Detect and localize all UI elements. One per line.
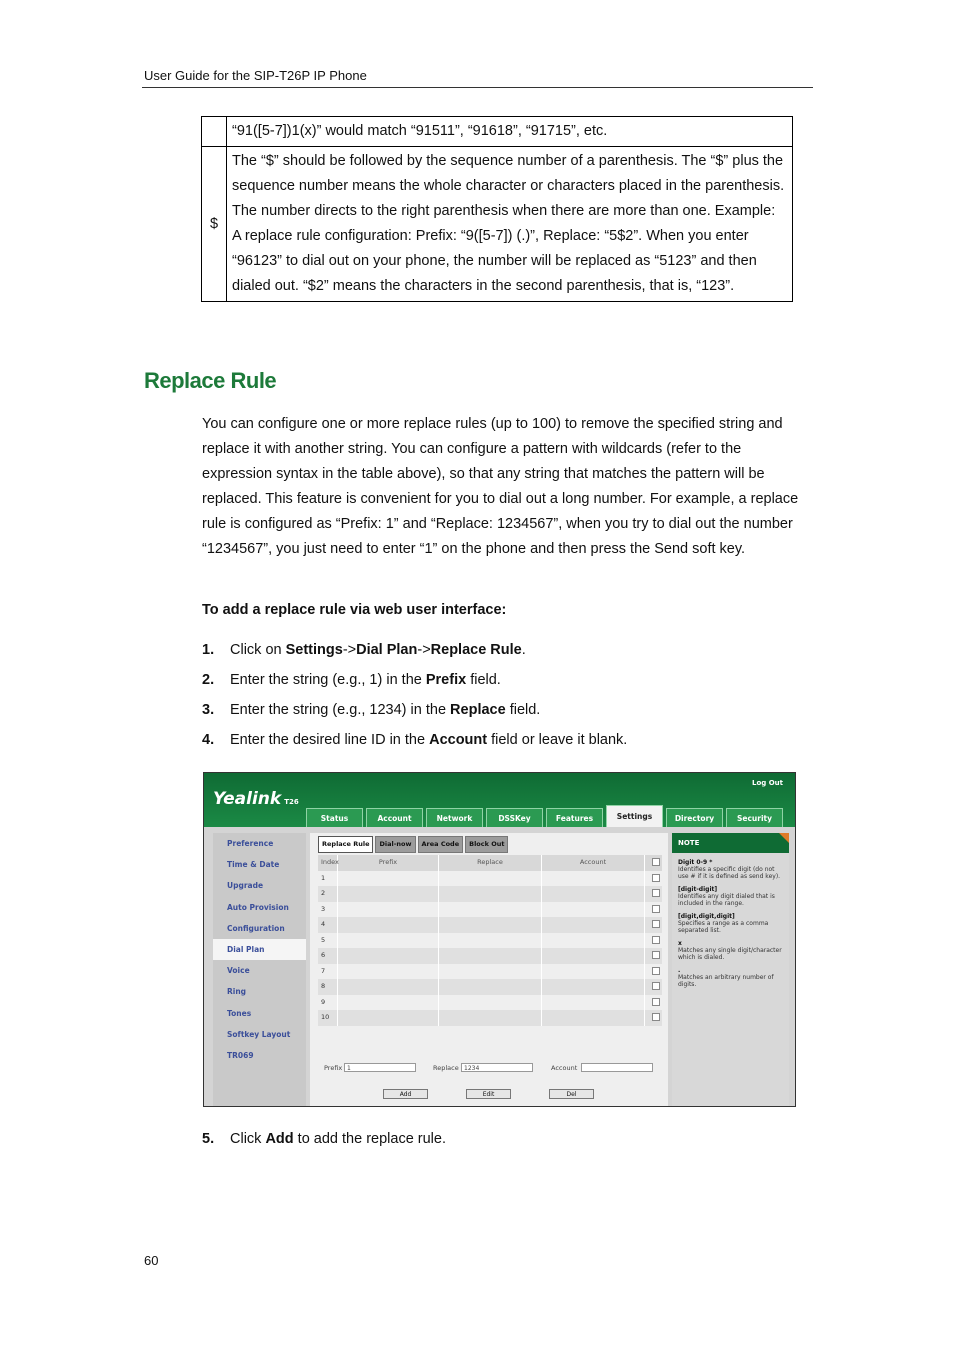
tab-dsskey[interactable]: DSSKey: [486, 808, 543, 827]
note-key: [digit,digit,digit]: [678, 913, 735, 920]
row-account: [542, 871, 645, 887]
note-key: [digit-digit]: [678, 886, 718, 893]
row-select-cell: [645, 964, 662, 980]
tab-network[interactable]: Network: [426, 808, 483, 827]
replace-rule-table: [318, 855, 662, 1026]
table-row[interactable]: [318, 948, 662, 964]
edit-button[interactable]: Edit: [466, 1089, 511, 1099]
column-header-replace: Replace: [439, 855, 542, 871]
sidebar-item-ring[interactable]: Ring: [227, 987, 247, 997]
row-replace: [439, 1010, 542, 1026]
procedure-title: To add a replace rule via web user interface:: [202, 602, 507, 618]
row-account: [542, 886, 645, 902]
row-select-cell: [645, 995, 662, 1011]
replace-label: Replace: [433, 1064, 459, 1072]
sidebar-item-voice[interactable]: Voice: [227, 966, 250, 976]
step-text: Click on: [230, 642, 286, 658]
ui-term: Replace: [450, 702, 506, 718]
sidebar-item-preference[interactable]: Preference: [227, 839, 274, 848]
tab-status[interactable]: Status: [306, 808, 363, 827]
note-text: Matches an arbitrary number of digits.: [678, 974, 774, 988]
note-header: [672, 833, 789, 853]
row-account: [542, 1010, 645, 1026]
table-row: [202, 147, 793, 302]
step-text: ->: [342, 642, 357, 658]
row-select-cell: [645, 871, 662, 887]
row-replace: [439, 979, 542, 995]
row-select-cell: [645, 902, 662, 918]
step-number: 3.: [202, 702, 215, 718]
row-index: 2: [318, 886, 338, 902]
ui-term: Replace Rule: [430, 642, 522, 658]
header-divider: [142, 87, 813, 88]
row-prefix: [338, 871, 439, 887]
tab-security[interactable]: Security: [726, 808, 783, 827]
row-checkbox[interactable]: [652, 920, 660, 928]
row-index: 8: [318, 979, 338, 995]
subtab-block-out[interactable]: Block Out: [465, 836, 508, 853]
running-header: User Guide for the SIP-T26P IP Phone: [144, 68, 367, 83]
dial-plan-subtabs: [318, 836, 508, 853]
ui-term: Account: [429, 732, 488, 748]
table-row[interactable]: [318, 979, 662, 995]
note-text: Matches any single digit/character which is dialed.: [678, 947, 782, 961]
row-prefix: [338, 902, 439, 918]
row-checkbox[interactable]: [652, 951, 660, 959]
row-replace: [439, 917, 542, 933]
row-checkbox[interactable]: [652, 889, 660, 897]
logo-text: Yealink: [213, 789, 282, 809]
step-number: 5.: [202, 1131, 215, 1147]
top-bar: [204, 773, 795, 827]
subtab-area-code[interactable]: Area Code: [418, 836, 464, 853]
row-replace: [439, 886, 542, 902]
page-number: 60: [144, 1253, 159, 1268]
ui-term: Prefix: [425, 672, 467, 688]
row-prefix: [338, 964, 439, 980]
tab-features[interactable]: Features: [546, 808, 603, 827]
account-select[interactable]: [581, 1063, 653, 1072]
row-account: [542, 917, 645, 933]
row-checkbox[interactable]: [652, 998, 660, 1006]
row-replace: [439, 902, 542, 918]
sidebar-item-dial-plan[interactable]: Dial Plan: [213, 939, 306, 960]
row-select-cell: [645, 933, 662, 949]
step-4: [202, 729, 627, 751]
step-number: 4.: [202, 732, 215, 748]
row-prefix: [338, 995, 439, 1011]
web-ui-screenshot: [203, 772, 796, 1107]
table-row[interactable]: [318, 995, 662, 1011]
account-label: Account: [551, 1064, 578, 1072]
description-cell: The “$” should be followed by the sequence number of a parenthesis. The “$” plus the sequence number means the whole character or characters placed in the parenthesis. The number directs to the right parenthesis when there are more than one. Example: A replace rule configuration: Prefix: “9([5-7]) (.)”, Replace: “5$2”. When you enter “96123” to dial out on your phone, the number will be replaced as “5123” and then dialed out. “$2” means the characters in the second parenthesis, that is, “123”.: [227, 147, 793, 302]
row-replace: [439, 871, 542, 887]
row-index: 4: [318, 917, 338, 933]
row-select-cell: [645, 917, 662, 933]
column-header-prefix: Prefix: [338, 855, 439, 871]
step-2: [202, 669, 501, 691]
tab-directory[interactable]: Directory: [666, 808, 723, 827]
row-account: [542, 995, 645, 1011]
settings-sidebar: [213, 833, 306, 1106]
tab-settings[interactable]: Settings: [606, 805, 663, 827]
table-row[interactable]: [318, 902, 662, 918]
note-text: Identifies any digit dialed that is included in the range.: [678, 893, 775, 907]
table-header: [318, 855, 662, 871]
step-text: .: [521, 642, 526, 658]
subtab-dial-now[interactable]: Dial-now: [375, 836, 415, 853]
row-index: 5: [318, 933, 338, 949]
row-index: 9: [318, 995, 338, 1011]
row-prefix: [338, 979, 439, 995]
row-prefix: [338, 933, 439, 949]
table-row: [202, 117, 793, 147]
table-row[interactable]: [318, 886, 662, 902]
row-index: 1: [318, 871, 338, 887]
note-key: x: [678, 940, 682, 947]
sidebar-item-upgrade[interactable]: Upgrade: [227, 881, 264, 891]
sidebar-item-auto-provision[interactable]: Auto Provision: [227, 902, 289, 912]
step-number: 1.: [202, 642, 215, 658]
sidebar-item-tones[interactable]: Tones: [227, 1008, 252, 1018]
row-checkbox[interactable]: [652, 874, 660, 882]
row-replace: [439, 995, 542, 1011]
sidebar-item-configuration[interactable]: Configuration: [227, 923, 285, 933]
ui-term: Add: [265, 1131, 294, 1147]
description-cell: “91([5-7])1(x)” would match “91511”, “91618”, “91715”, etc.: [227, 117, 793, 147]
note-body: [672, 853, 789, 994]
note-title: NOTE: [678, 839, 700, 847]
column-header-account: Account: [542, 855, 645, 871]
table-row[interactable]: [318, 917, 662, 933]
row-account: [542, 964, 645, 980]
note-text: Identifies a specific digit (do not use # if it is defined as send key).: [678, 866, 781, 880]
step-text: Enter the string (e.g., 1) in the: [230, 672, 426, 688]
row-prefix: [338, 948, 439, 964]
note-key: Digit 0-9 *: [678, 859, 713, 866]
replace-input[interactable]: 1234: [461, 1063, 533, 1072]
ui-term: Dial Plan: [356, 642, 418, 658]
main-tabs: [306, 805, 783, 827]
note-panel: [672, 833, 789, 1106]
table-row[interactable]: [318, 871, 662, 887]
row-prefix: [338, 917, 439, 933]
subtab-replace-rule[interactable]: Replace Rule: [318, 836, 373, 853]
row-account: [542, 948, 645, 964]
sidebar-item-tr069[interactable]: TR069: [227, 1050, 254, 1060]
row-checkbox[interactable]: [652, 905, 660, 913]
row-replace: [439, 948, 542, 964]
step-text: ->: [417, 642, 431, 658]
row-index: 10: [318, 1010, 338, 1026]
step-1: [202, 639, 526, 661]
ui-term: Settings: [285, 642, 343, 658]
add-button[interactable]: Add: [383, 1089, 428, 1099]
row-replace: [439, 964, 542, 980]
symbol-cell: $: [202, 147, 227, 302]
symbol-cell: [202, 117, 227, 147]
yealink-logo: [213, 789, 299, 809]
sidebar-item-softkey-layout[interactable]: Softkey Layout: [227, 1029, 291, 1039]
step-text: Enter the string (e.g., 1234) in the: [230, 702, 451, 718]
row-index: 3: [318, 902, 338, 918]
step-text: to add the replace rule.: [293, 1131, 446, 1147]
step-text: field.: [466, 672, 501, 688]
prefix-label: Prefix: [324, 1064, 343, 1072]
row-checkbox[interactable]: [652, 1013, 660, 1021]
corner-fold-icon: [779, 833, 789, 843]
row-index: 6: [318, 948, 338, 964]
row-account: [542, 979, 645, 995]
select-all-cell: [645, 855, 662, 871]
delete-button[interactable]: Del: [549, 1089, 594, 1099]
row-prefix: [338, 886, 439, 902]
table-row[interactable]: [318, 1010, 662, 1026]
row-select-cell: [645, 886, 662, 902]
row-select-cell: [645, 948, 662, 964]
note-key: .: [678, 967, 681, 974]
table-row[interactable]: [318, 933, 662, 949]
step-text: field or leave it blank.: [487, 732, 628, 748]
prefix-input[interactable]: 1: [344, 1063, 416, 1072]
model-label: T26: [284, 798, 299, 806]
section-title: Replace Rule: [144, 368, 277, 393]
row-select-cell: [645, 979, 662, 995]
column-header-index: Index: [318, 855, 338, 871]
row-checkbox[interactable]: [652, 967, 660, 975]
row-index: 7: [318, 964, 338, 980]
step-text: Click: [230, 1131, 266, 1147]
step-3: [202, 699, 540, 721]
note-text: Specifies a range as a comma separated list.: [678, 920, 769, 934]
section-paragraph: You can configure one or more replace rules (up to 100) to remove the specified string and replace it with another string. You can configure a pattern with wildcards (refer to the expression syntax in the table above), so that any string that matches the pattern will be replaced. This feature is convenient for you to dial out a long number. For example, a replace rule is configured as “Prefix: 1” and “Replace: 1234567”, when you try to dial out the number “1234567”, you just need to enter “1” on the phone and then press the Send soft key.: [202, 416, 799, 557]
step-number: 2.: [202, 672, 215, 688]
row-checkbox[interactable]: [652, 982, 660, 990]
replace-rule-form: [324, 1063, 664, 1075]
row-prefix: [338, 1010, 439, 1026]
row-checkbox[interactable]: [652, 936, 660, 944]
tab-account[interactable]: Account: [366, 808, 423, 827]
step-text: Enter the desired line ID in the: [230, 732, 430, 748]
row-select-cell: [645, 1010, 662, 1026]
sidebar-item-time-date[interactable]: Time & Date: [227, 860, 280, 870]
row-replace: [439, 933, 542, 949]
step-5: [202, 1128, 446, 1150]
step-text: field.: [505, 702, 541, 718]
row-account: [542, 933, 645, 949]
table-row[interactable]: [318, 964, 662, 980]
row-account: [542, 902, 645, 918]
dial-plan-panel: [310, 833, 668, 1106]
select-all-checkbox[interactable]: [652, 858, 660, 866]
logout-link[interactable]: Log Out: [752, 779, 783, 787]
expression-syntax-table: [201, 116, 793, 302]
